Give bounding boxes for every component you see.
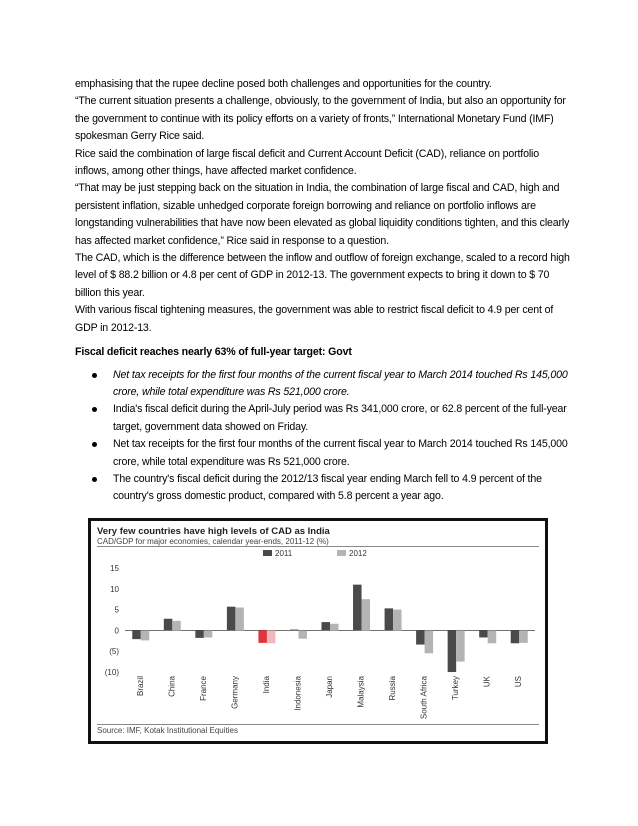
x-tick-label: Russia: [388, 676, 398, 701]
x-tick-label: Germany: [230, 676, 240, 709]
x-tick-label: Malaysia: [356, 676, 366, 708]
bar-2011-france: [195, 630, 204, 637]
x-tick-label: Indonesia: [293, 676, 303, 711]
paragraph: “That may be just stepping back on the situation in India, the combination of large fiscal and CAD, high and persistent inflation, sizable unhedged corporate foreign borrowing and reliance on portfolio inflows are longstanding vulnerabilities that have now been elevated as global liquidity conditions tighten, and this clearly has affected market confidence,” Rice said in response to a question.: [75, 182, 570, 247]
x-tick-label: US: [514, 676, 524, 688]
article-body: [75, 76, 570, 506]
bullet-icon: [92, 477, 97, 482]
bullet-icon: [92, 373, 97, 378]
bullet-icon: [92, 407, 97, 412]
x-tick-label: Brazil: [135, 676, 145, 697]
paragraph: “The current situation presents a challenge, obviously, to the government of India, but also an opportunity for the government to continue with its policy efforts on a variety of fronts,” International Monetary Fund (IMF) spokesman Gerry Rice said.: [75, 95, 566, 143]
bar-2011-south-africa: [416, 630, 425, 644]
chart-area: [97, 526, 539, 736]
bar-2012-japan: [330, 624, 339, 631]
x-tick-label: India: [261, 676, 271, 694]
bar-2011-indonesia: [290, 630, 299, 631]
legend-label-2011: 2011: [275, 549, 293, 558]
chart-subtitle: CAD/GDP for major economies, calendar year-ends, 2011-12 (%): [97, 537, 329, 546]
chart-divider: [97, 724, 539, 725]
bar-2011-us: [511, 630, 520, 643]
bullet-icon: [92, 442, 97, 447]
y-tick-label: (10): [104, 668, 119, 677]
bar-2011-india: [258, 630, 267, 642]
bar-2012-germany: [235, 608, 244, 631]
y-tick-label: 10: [110, 584, 119, 594]
list-item-text: India's fiscal deficit during the April-July period was Rs 341,000 crore, or 62.8 percent of the full-year target, government data showed on Friday.: [113, 403, 567, 433]
list-item: [75, 367, 570, 402]
chart-title: Very few countries have high levels of CAD as India: [97, 526, 330, 537]
bar-2012-india: [267, 630, 276, 643]
bar-2011-uk: [479, 630, 488, 637]
paragraph: With various fiscal tightening measures, the government was able to restrict fiscal deficit to 4.9 per cent of GDP in 2012-13.: [75, 304, 554, 334]
paragraph: The CAD, which is the difference between the inflow and outflow of foreign exchange, scaled to a record high level of $ 88.2 billion or 4.8 per cent of GDP in 2012-13. The government expects to bring it down to $ 70 billion this year.: [75, 252, 570, 299]
bar-2011-china: [164, 619, 173, 631]
list-item-text: Net tax receipts for the first four months of the current fiscal year to March 2014 touched Rs 145,000 crore, while total expenditure was Rs 521,000 crore.: [113, 438, 568, 468]
chart-plot: [97, 548, 539, 724]
legend-swatch-2011: [263, 550, 272, 556]
bar-2012-indonesia: [298, 630, 307, 638]
bar-2012-us: [519, 630, 528, 642]
y-tick-label: 15: [110, 564, 119, 573]
bar-2012-uk: [488, 630, 497, 643]
list-item: [75, 471, 570, 506]
bar-2011-germany: [227, 607, 236, 631]
bar-2011-brazil: [132, 630, 141, 639]
bar-2012-turkey: [456, 630, 465, 661]
y-tick-label: (5): [109, 647, 119, 657]
legend-swatch-2012: [337, 550, 346, 556]
chart-divider: [97, 546, 539, 547]
x-tick-label: South Africa: [419, 676, 429, 720]
cad-chart: [88, 518, 548, 744]
y-tick-label: 5: [114, 605, 119, 615]
bar-2011-turkey: [448, 630, 457, 672]
list-item: [75, 401, 570, 436]
bar-2011-malaysia: [353, 585, 362, 631]
bar-2012-malaysia: [362, 599, 371, 630]
bar-2011-russia: [385, 608, 394, 630]
list-item-text: Net tax receipts for the first four months of the current fiscal year to March 2014 touched Rs 145,000 crore, while total expenditure was Rs 521,000 crore.: [113, 368, 568, 398]
list-item: [75, 436, 570, 471]
bar-2012-russia: [393, 610, 402, 631]
chart-source: Source: IMF, Kotak Institutional Equities: [97, 726, 238, 735]
paragraph: emphasising that the rupee decline posed both challenges and opportunities for the country.: [75, 78, 492, 90]
section-heading: Fiscal deficit reaches nearly 63% of full-year target: Govt: [75, 346, 352, 359]
x-tick-label: Japan: [325, 676, 334, 698]
bar-2012-brazil: [141, 630, 150, 640]
y-tick-label: 0: [114, 626, 119, 636]
bullet-list: [75, 367, 570, 506]
paragraph: Rice said the combination of large fiscal deficit and Current Account Deficit (CAD), reliance on portfolio inflows, among other things, have affected market confidence.: [75, 147, 539, 178]
bar-2012-south-africa: [425, 630, 434, 653]
bar-2012-china: [172, 621, 181, 631]
x-tick-label: Turkey: [451, 676, 461, 701]
bar-2012-france: [204, 630, 213, 637]
list-item-text: The country's fiscal deficit during the 2012/13 fiscal year ending March fell to 4.9 percent of the country's gross domestic product, compared with 5.8 percent a year ago.: [113, 472, 542, 503]
x-tick-label: China: [167, 676, 177, 697]
x-tick-label: UK: [482, 676, 492, 688]
bar-2011-japan: [322, 622, 331, 630]
x-tick-label: France: [198, 676, 208, 701]
legend-label-2012: 2012: [349, 549, 367, 558]
